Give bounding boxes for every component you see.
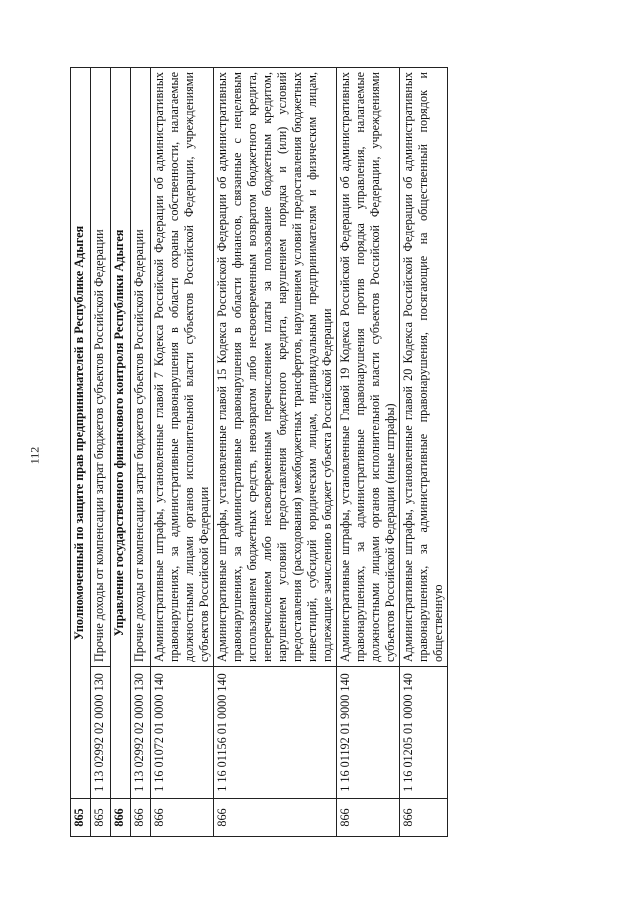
revenue-description-cell: Административные штрафы, установленные главой 15 Кодекса Российской Федерации об административных правонарушениях, за административные правонарушения в области финансов, связанные с нецелевым использованием бюджетных средств, невозвратом либо несвоевременным возвратом бюджетного кредита, неперечислением либо несвоевременным перечислением платы за пользование бюджетным кредитом, нарушением условий предоставления бюджетного кредита, нарушением порядка и (или) условий предоставления (расходования) межбюджетных трансфертов, нарушением условий предоставления бюджетных инвестиций, субсидий юридическим лицам, индивидуальным предпринимателям и физическим лицам, подлежащие зачислению в бюджет субъекта Российской Федерации — [214, 68, 337, 667]
kbk-code-cell: 1 16 01192 01 9000 140 — [337, 667, 400, 799]
admin-code-cell: 865 — [71, 799, 91, 837]
admin-code-cell: 866 — [337, 799, 400, 837]
section-title-cell: Управление государственного финансового контроля Республики Адыгея — [111, 68, 131, 799]
table-section-header-row — [71, 68, 91, 837]
table-row — [214, 68, 337, 837]
table-body — [71, 68, 448, 837]
revenue-description-cell: Административные штрафы, установленные главой 20 Кодекса Российской Федерации об административных правонарушениях, за административные правонарушения, посягающие на общественный порядок и общественную — [400, 68, 448, 667]
table-row — [400, 68, 448, 837]
kbk-code-cell: 1 16 01072 01 0000 140 — [151, 667, 214, 799]
table-row — [337, 68, 400, 837]
page-number: 112 — [27, 446, 42, 465]
kbk-code-cell: 1 13 02992 02 0000 130 — [131, 667, 151, 799]
admin-code-cell: 866 — [131, 799, 151, 837]
table-row — [131, 68, 151, 837]
revenue-description-cell: Административные штрафы, установленные главой 7 Кодекса Российской Федерации об административных правонарушениях, за административные правонарушения в области охраны собственности, налагаемые должностными лицами органов исполнительной власти субъектов Российской Федерации, учреждениями субъектов Российской Федерации — [151, 68, 214, 667]
admin-code-cell: 866 — [214, 799, 337, 837]
kbk-code-cell: 1 16 01156 01 0000 140 — [214, 667, 337, 799]
revenue-description-cell: Прочие доходы от компенсации затрат бюджетов субъектов Российской Федерации — [131, 68, 151, 667]
section-title-cell: Уполномоченный по защите прав предпринимателей в Республике Адыгея — [71, 68, 91, 799]
revenue-description-cell: Административные штрафы, установленные Главой 19 Кодекса Российской Федерации об административных правонарушениях, за административные правонарушения против порядка управления, налагаемые должностными лицами органов исполнительной власти субъектов Российской Федерации, учреждениями субъектов Российской Федерации (иные штрафы) — [337, 68, 400, 667]
table-row — [151, 68, 214, 837]
table-section-header-row — [111, 68, 131, 837]
admin-code-cell: 866 — [151, 799, 214, 837]
revenue-codes-table — [70, 67, 448, 837]
admin-code-cell: 866 — [111, 799, 131, 837]
rotated-document — [70, 67, 570, 837]
table-row — [91, 68, 111, 837]
kbk-code-cell: 1 13 02992 02 0000 130 — [91, 667, 111, 799]
kbk-code-cell: 1 16 01205 01 0000 140 — [400, 667, 448, 799]
admin-code-cell: 866 — [400, 799, 448, 837]
revenue-description-cell: Прочие доходы от компенсации затрат бюджетов субъектов Российской Федерации — [91, 68, 111, 667]
admin-code-cell: 865 — [91, 799, 111, 837]
